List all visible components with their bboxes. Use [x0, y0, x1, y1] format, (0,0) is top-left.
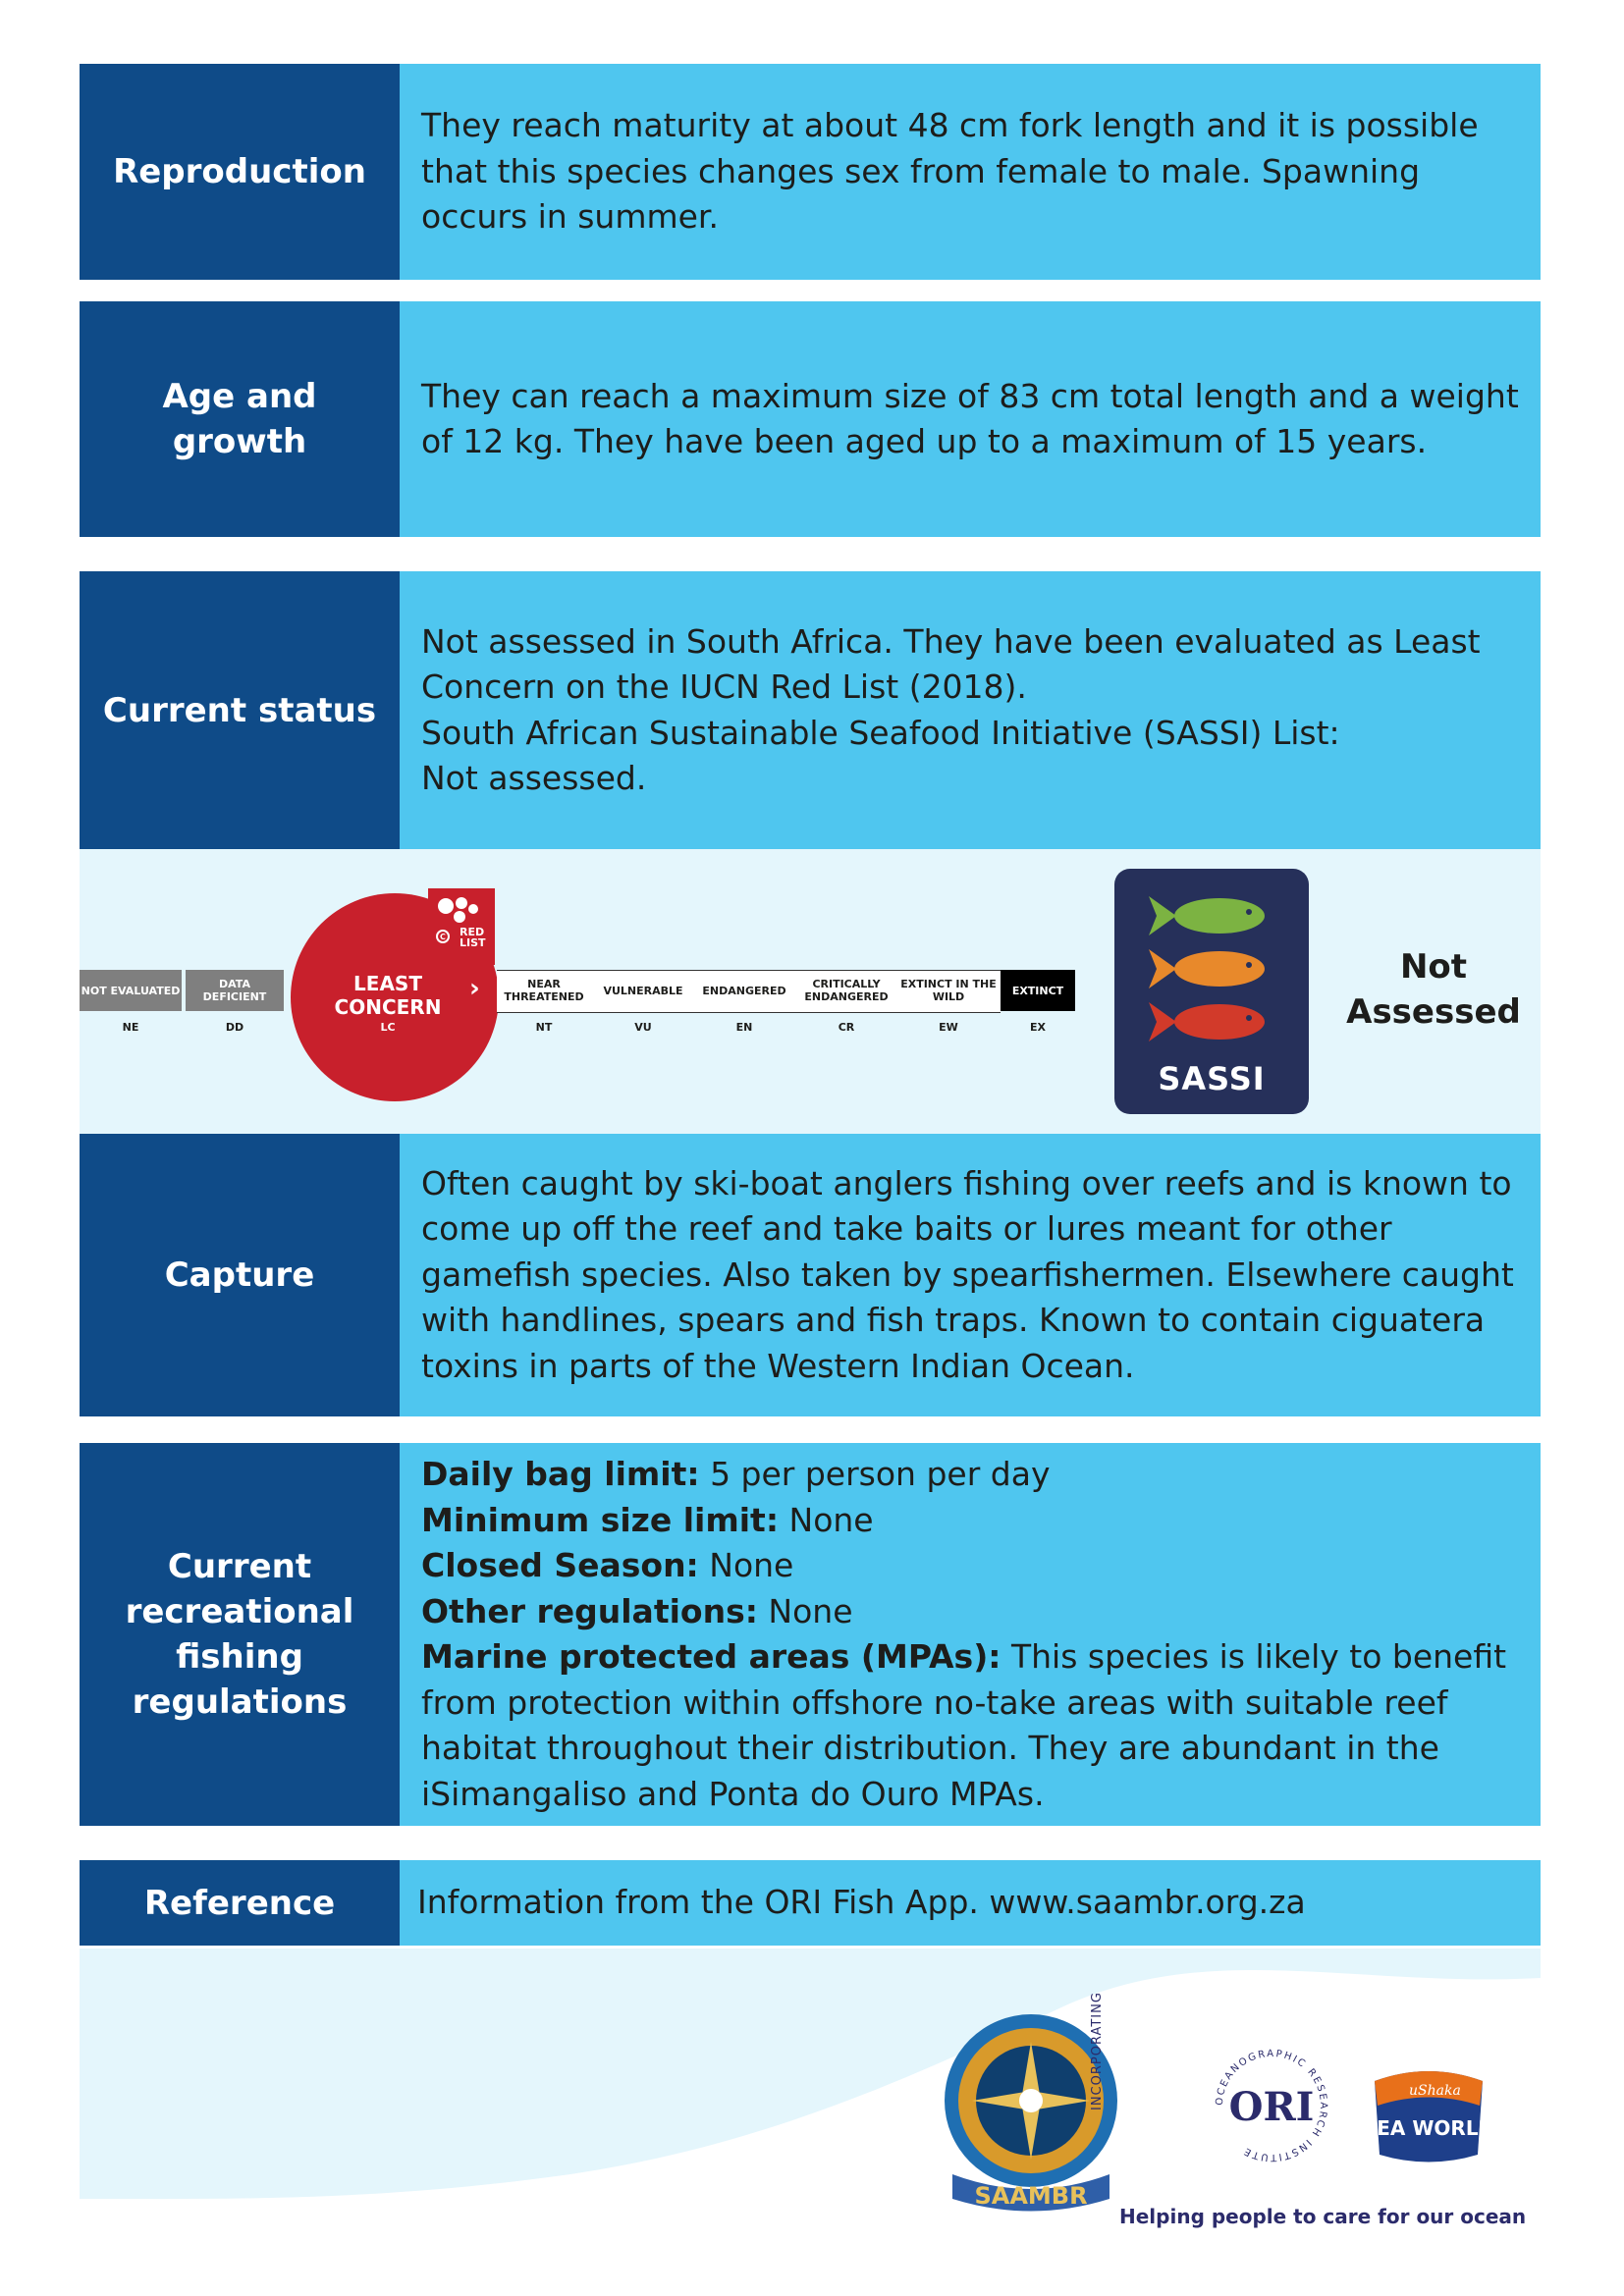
closed-season-value: None [698, 1546, 794, 1584]
capture-label: Capture [80, 1134, 400, 1416]
redlist-vu-label: VULNERABLE [603, 984, 683, 997]
reference-row [80, 1860, 1541, 1946]
reproduction-row [80, 64, 1541, 280]
redlist-dd-box: DATA DEFICIENT [186, 970, 284, 1011]
redlist-ew-label: EXTINCT IN THE WILD [900, 978, 997, 1003]
svg-text:OCEANOGRAPHIC RESEARCH INSTITU: OCEANOGRAPHIC RESEARCH INSTITUTE [1214, 2048, 1329, 2163]
bag-limit-value: 5 per person per day [699, 1455, 1051, 1493]
other-regulations-line [421, 1589, 1523, 1635]
current-status-label: Current status [80, 571, 400, 849]
reproduction-text: They reach maturity at about 48 cm fork length and it is possible that this species changes sex from female to male. Spawning occurs in summer. [421, 106, 1479, 237]
redlist-cr-abbr: CR [838, 1021, 855, 1034]
current-status-line-3: Not assessed. [421, 759, 647, 797]
current-status-row [80, 571, 1541, 849]
capture-text: Often caught by ski-boat anglers fishing over reefs and is known to come up off the reef and take baits or lures meant for other gamefish species. Also taken by spearfishermen. Elsewhere caught with handlines, spears and fish traps. Known to contain ciguatera toxins in parts of the Western Indian Ocean. [421, 1163, 1514, 1385]
redlist-logo-text: RED LIST [460, 926, 486, 949]
redlist-cr-label: CRITICALLY ENDANGERED [804, 978, 889, 1003]
svg-text:ORI: ORI [1228, 2084, 1315, 2130]
bag-limit-label: Daily bag limit: [421, 1455, 700, 1493]
reproduction-text-box [400, 64, 1541, 280]
bag-limit-line [421, 1452, 1523, 1498]
redlist-nt-abbr: NT [535, 1021, 553, 1034]
closed-season-label: Closed Season: [421, 1546, 699, 1584]
svg-text:C: C [440, 933, 446, 941]
sassi-logo-text: SASSI [1158, 1060, 1266, 1097]
capture-text-box [400, 1134, 1541, 1416]
other-regulations-value: None [757, 1591, 853, 1630]
current-status-text-box [400, 571, 1541, 849]
redlist-vu-abbr: VU [634, 1021, 652, 1034]
incorporating-text: INCORPORATING [1090, 1992, 1105, 2110]
current-status-line-1: Not assessed in South Africa. They have been evaluated as Least Concern on the IUCN Red List (2018). [421, 621, 1481, 706]
redlist-ex-abbr: EX [1030, 1021, 1046, 1034]
redlist-lc-name: LEAST CONCERN [334, 972, 442, 1019]
reproduction-label: Reproduction [80, 64, 400, 280]
redlist-en-abbr: EN [735, 1021, 753, 1034]
redlist-ew-abbr: EW [939, 1021, 958, 1034]
seaworld-logo [1362, 2061, 1495, 2169]
ori-logo [1208, 2042, 1335, 2169]
age-growth-row [80, 301, 1541, 537]
redlist-nt-label: NEAR THREATENED [504, 978, 584, 1003]
age-growth-label: Age and growth [80, 301, 400, 537]
redlist-dd-abbr: DD [225, 1021, 244, 1034]
sassi-status: Not Assessed [1346, 947, 1521, 1032]
redlist-en-label: ENDANGERED [702, 984, 786, 997]
size-limit-label: Minimum size limit: [421, 1500, 780, 1539]
svg-text:uShaka: uShaka [1409, 2083, 1461, 2099]
chevron-right-icon: › [469, 974, 480, 1003]
reference-text-box [400, 1860, 1541, 1946]
size-limit-line [421, 1498, 1523, 1544]
reference-text: Information from the ORI Fish App. www.saambr.org.za [417, 1883, 1306, 1922]
redlist-lc-abbr: LC [380, 1021, 396, 1034]
current-status-line-2: South African Sustainable Seafood Initiative (SASSI) List: [421, 713, 1340, 752]
size-limit-value: None [779, 1500, 874, 1539]
svg-text:SAAMBR: SAAMBR [974, 2182, 1088, 2210]
closed-season-line [421, 1543, 1523, 1589]
age-growth-text-box [400, 301, 1541, 537]
regulations-label: Current recreational fishing regulations [80, 1443, 400, 1826]
regulations-row [80, 1443, 1541, 1826]
mpa-value: This species is likely to benefit from protection within offshore no-take areas with suitable reef habitat throughout their distribution. They are abundant in the iSimangaliso and Ponta do Ouro MPAs. [421, 1637, 1507, 1813]
fish-icon [1139, 888, 1286, 1055]
age-growth-text: They can reach a maximum size of 83 cm total length and a weight of 12 kg. They have been aged up to a maximum of 15 years. [421, 376, 1519, 460]
redlist-ne-abbr: NE [122, 1021, 139, 1034]
reference-label: Reference [80, 1860, 400, 1946]
regulations-text-box [400, 1443, 1541, 1826]
mpa-label: Marine protected areas (MPAs): [421, 1637, 1001, 1676]
redlist-ex-box: EXTINCT [1001, 970, 1075, 1011]
capture-row [80, 1134, 1541, 1416]
footer-tagline: Helping people to care for our ocean [1119, 2205, 1527, 2228]
redlist-ne-box: NOT EVALUATED [80, 970, 182, 1011]
other-regulations-label: Other regulations: [421, 1591, 758, 1630]
svg-text:SEA WORLD: SEA WORLD [1362, 2116, 1495, 2140]
mpa-line [421, 1634, 1523, 1817]
